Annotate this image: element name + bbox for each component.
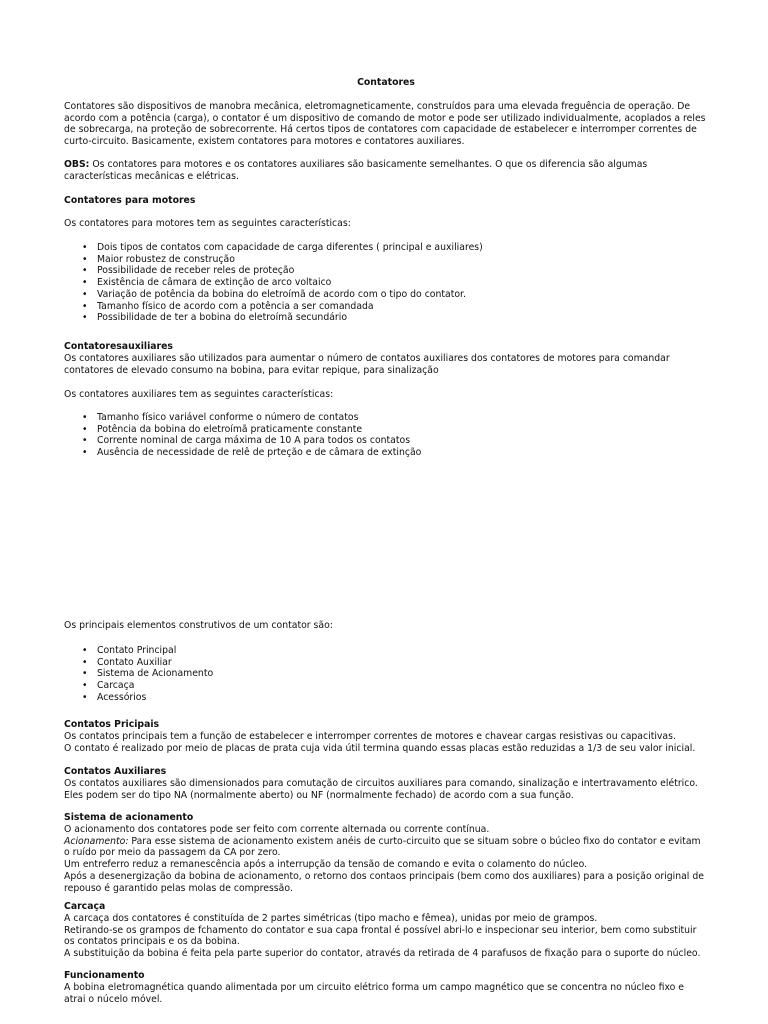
list-item: • Contato Principal (64, 645, 708, 657)
text-line: Após a desenergização da bobina de acionamento, o retorno dos contaos principais (bem como dos auxiliares) para a posição original de repouso é garantido pelas molas de compressão. (64, 870, 704, 894)
list-item: • Maior robustez de construção (64, 254, 708, 266)
list-item: • Acessórios (64, 692, 708, 704)
list-item: • Carcaça (64, 680, 708, 692)
text-line: A carcaça dos contatores é constituída de 2 partes simétricas (tipo macho e fêmea), unidas por meio de grampos. (64, 913, 598, 924)
acionamento-heading: Sistema de acionamento (64, 812, 194, 823)
motores-heading: Contatores para motores (64, 195, 196, 206)
text-line: O acionamento dos contatores pode ser feito com corrente alternada ou corrente contínua. (64, 824, 490, 835)
obs-text: Os contatores para motores e os contatores auxiliares são basicamente semelhantes. O que os diferencia são algumas características mecânicas e elétricas. (64, 159, 648, 182)
auxiliares-heading: Contatoresauxiliares (64, 341, 173, 352)
text-line: O contato é realizado por meio de placas de prata cuja vida útil termina quando essas placas estão reduzidas a 1/3 de seu valor inicial. (64, 742, 696, 754)
list-item: • Existência de câmara de extinção de arco voltaico (64, 277, 708, 289)
funcionamento-heading: Funcionamento (64, 970, 145, 981)
acionamento-line2: Para esse sistema de acionamento existem anéis de curto-circuito que se situam sobre o búcleo fixo do contator e evitam o ruído por meio da passagem da CA por zero. (64, 835, 701, 859)
page-title: Contatores (357, 77, 415, 88)
contatos-principais-body (64, 731, 708, 754)
acionamento-body (64, 824, 708, 894)
acionamento-label: Acionamento: (64, 835, 129, 847)
text-line: Retirando-se os grampos de fchamento do contator e sua capa frontal é possível abri-lo e inspecionar seu interior, bem como substituir os contatos principais e os da bobina. (64, 924, 697, 948)
text-line: A substituição da bobina é feita pela parte superior do contator, através da retirada de 4 parafusos de fixação para o suporte do núcleo. (64, 948, 701, 960)
list-item: • Contato Auxiliar (64, 657, 708, 669)
carcaca-heading: Carcaça (64, 901, 106, 912)
auxiliares-list (64, 412, 708, 459)
list-item: • Tamanho físico variável conforme o número de contatos (64, 412, 708, 424)
text-line (64, 836, 708, 859)
text-line: Eles podem ser do tipo NA (normalmente aberto) ou NF (normalmente fechado) de acordo com a sua função. (64, 789, 574, 801)
text-line: Os contatos principais tem a função de estabelecer e interromper correntes de motores e chavear cargas resistivas ou capacitivas. (64, 731, 676, 742)
motores-list (64, 242, 708, 324)
contatos-auxiliares-heading: Contatos Auxiliares (64, 766, 167, 777)
list-item: • Dois tipos de contatos com capacidade de carga diferentes ( principal e auxiliares) (64, 242, 708, 254)
text-line: Os contatos auxiliares são dimensionados para comutação de circuitos auxiliares para comando, sinalização e intertravamento elétrico. (64, 778, 698, 789)
contatos-principais-heading: Contatos Pricipais (64, 719, 160, 730)
list-item: • Corrente nominal de carga máxima de 10 A para todos os contatos (64, 435, 708, 447)
list-item: • Possibilidade de receber reles de proteção (64, 265, 708, 277)
carcaca-body (64, 913, 708, 960)
contatos-auxiliares-body (64, 778, 708, 801)
list-item: • Potência da bobina do eletroímã praticamente constante (64, 424, 708, 436)
intro-paragraph: Contatores são dispositivos de manobra mecânica, eletromagneticamente, construídos para uma elevada freguência de operação. De acordo com a potência (carga), o contator é um dispositivo de comando de motor e pode ser utilizado individualmente, acoplados a reles de sobrecarga, na proteção de sobrecorrente. Há certos tipos de contatores com capacidade de estabelecer e interromper correntes de curto-circuito. Basicamente, existem contatores para motores e contatores auxiliares. (64, 101, 706, 148)
list-item: • Ausência de necessidade de relê de prteção e de câmara de extinção (64, 447, 708, 459)
funcionamento-text: A bobina eletromagnética quando alimentada por um circuito elétrico forma um campo magnético que se concentra no núcleo fixo e atrai o núcelo móvel. (64, 982, 685, 1005)
elementos-lead: Os principais elementos construtivos de um contator são: (64, 620, 333, 631)
obs-label: OBS: (64, 159, 90, 170)
text-line: Um entreferro reduz a remanescência após a interrupção da tensão de comando e evita o colamento do núcleo. (64, 859, 588, 871)
list-item: • Tamanho físico de acordo com a potência a ser comandada (64, 301, 708, 313)
motores-lead: Os contatores para motores tem as seguintes características: (64, 218, 351, 229)
list-item: • Possibilidade de ter a bobina do eletroímã secundário (64, 312, 708, 324)
obs-paragraph (64, 159, 708, 182)
list-item: • Sistema de Acionamento (64, 668, 708, 680)
auxiliares-lead: Os contatores auxiliares tem as seguintes características: (64, 389, 334, 400)
auxiliares-text: Os contatores auxiliares são utilizados para aumentar o número de contatos auxiliares dos contatores de motores para comandar contatores de elevado consumo na bobina, para evitar repique, para sinalização (64, 353, 670, 376)
elementos-list (64, 645, 708, 704)
list-item: • Variação de potência da bobina do eletroímã de acordo com o tipo do contator. (64, 289, 708, 301)
